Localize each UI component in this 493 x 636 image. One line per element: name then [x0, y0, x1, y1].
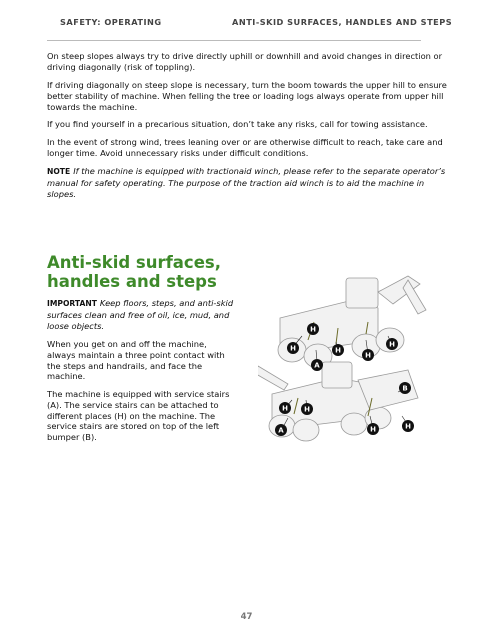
note-label: NOTE: [47, 167, 71, 176]
paragraph-service-stairs: The machine is equipped with service stairs (A). The service stairs can be attached to different places (H) on the machine. The service stairs are stored on top of the left bumper (B).: [47, 389, 230, 443]
svg-text:H: H: [370, 425, 376, 434]
callout-h: [367, 423, 379, 435]
svg-text:A: A: [314, 361, 320, 370]
svg-text:H: H: [335, 346, 341, 355]
header-divider: [47, 40, 421, 41]
harvester-illustration: [258, 270, 428, 442]
callout-h: [332, 344, 344, 356]
paragraph-wind: In the event of strong wind, trees leaning over or are otherwise difficult to reach, take care and longer time. Avoid unnecessary risks under difficult conditions.: [47, 137, 443, 158]
paragraph-diagonal: If driving diagonally on steep slope is necessary, turn the boom towards the upper hill to ensure better stability of machine. When felling the tree or loading logs always operate from upper hill towards the machine.: [47, 80, 447, 112]
svg-text:H: H: [304, 405, 310, 414]
important-label: IMPORTANT: [47, 299, 97, 308]
callout-h: [402, 420, 414, 432]
section-title: Anti-skid surfaces, handles and steps: [47, 253, 221, 291]
svg-text:H: H: [290, 344, 296, 353]
header-section: SAFETY: OPERATING: [60, 17, 162, 27]
callout-h: [362, 349, 374, 361]
callout-h: [279, 402, 291, 414]
svg-text:H: H: [405, 422, 411, 431]
paragraph-precarious: If you find yourself in a precarious situation, don’t take any risks, call for towing assistance.: [47, 119, 428, 129]
svg-text:B: B: [402, 384, 408, 393]
svg-text:H: H: [365, 351, 371, 360]
svg-text:H: H: [310, 325, 316, 334]
callout-h: [301, 403, 313, 415]
callout-h: [307, 323, 319, 335]
callout-h: [287, 342, 299, 354]
page-number: 47: [240, 612, 253, 622]
svg-text:H: H: [282, 404, 288, 413]
callout-b: [399, 382, 411, 394]
note-block: [47, 166, 447, 199]
callout-a: [275, 424, 287, 436]
svg-text:H: H: [389, 340, 395, 349]
callout-h: [386, 338, 398, 350]
paragraph-three-point: When you get on and off the machine, always maintain a three point contact with the steps and handrails, and face the machine.: [47, 339, 225, 382]
note-text: If the machine is equipped with tractionaid winch, please refer to the separate operator’s manual for safety operating. The purpose of the traction aid winch is to aid the machine in slopes.: [47, 166, 446, 199]
important-block: [47, 298, 237, 331]
svg-text:A: A: [278, 426, 284, 435]
callout-a: [311, 359, 323, 371]
header-topic: ANTI-SKID SURFACES, HANDLES AND STEPS: [232, 17, 453, 27]
paragraph-slopes: On steep slopes always try to drive directly uphill or downhill and avoid changes in direction or driving diagonally (risk of toppling).: [47, 51, 443, 72]
important-text: Keep floors, steps, and anti-skid surfaces clean and free of oil, ice, mud, and loose objects.: [47, 298, 234, 331]
